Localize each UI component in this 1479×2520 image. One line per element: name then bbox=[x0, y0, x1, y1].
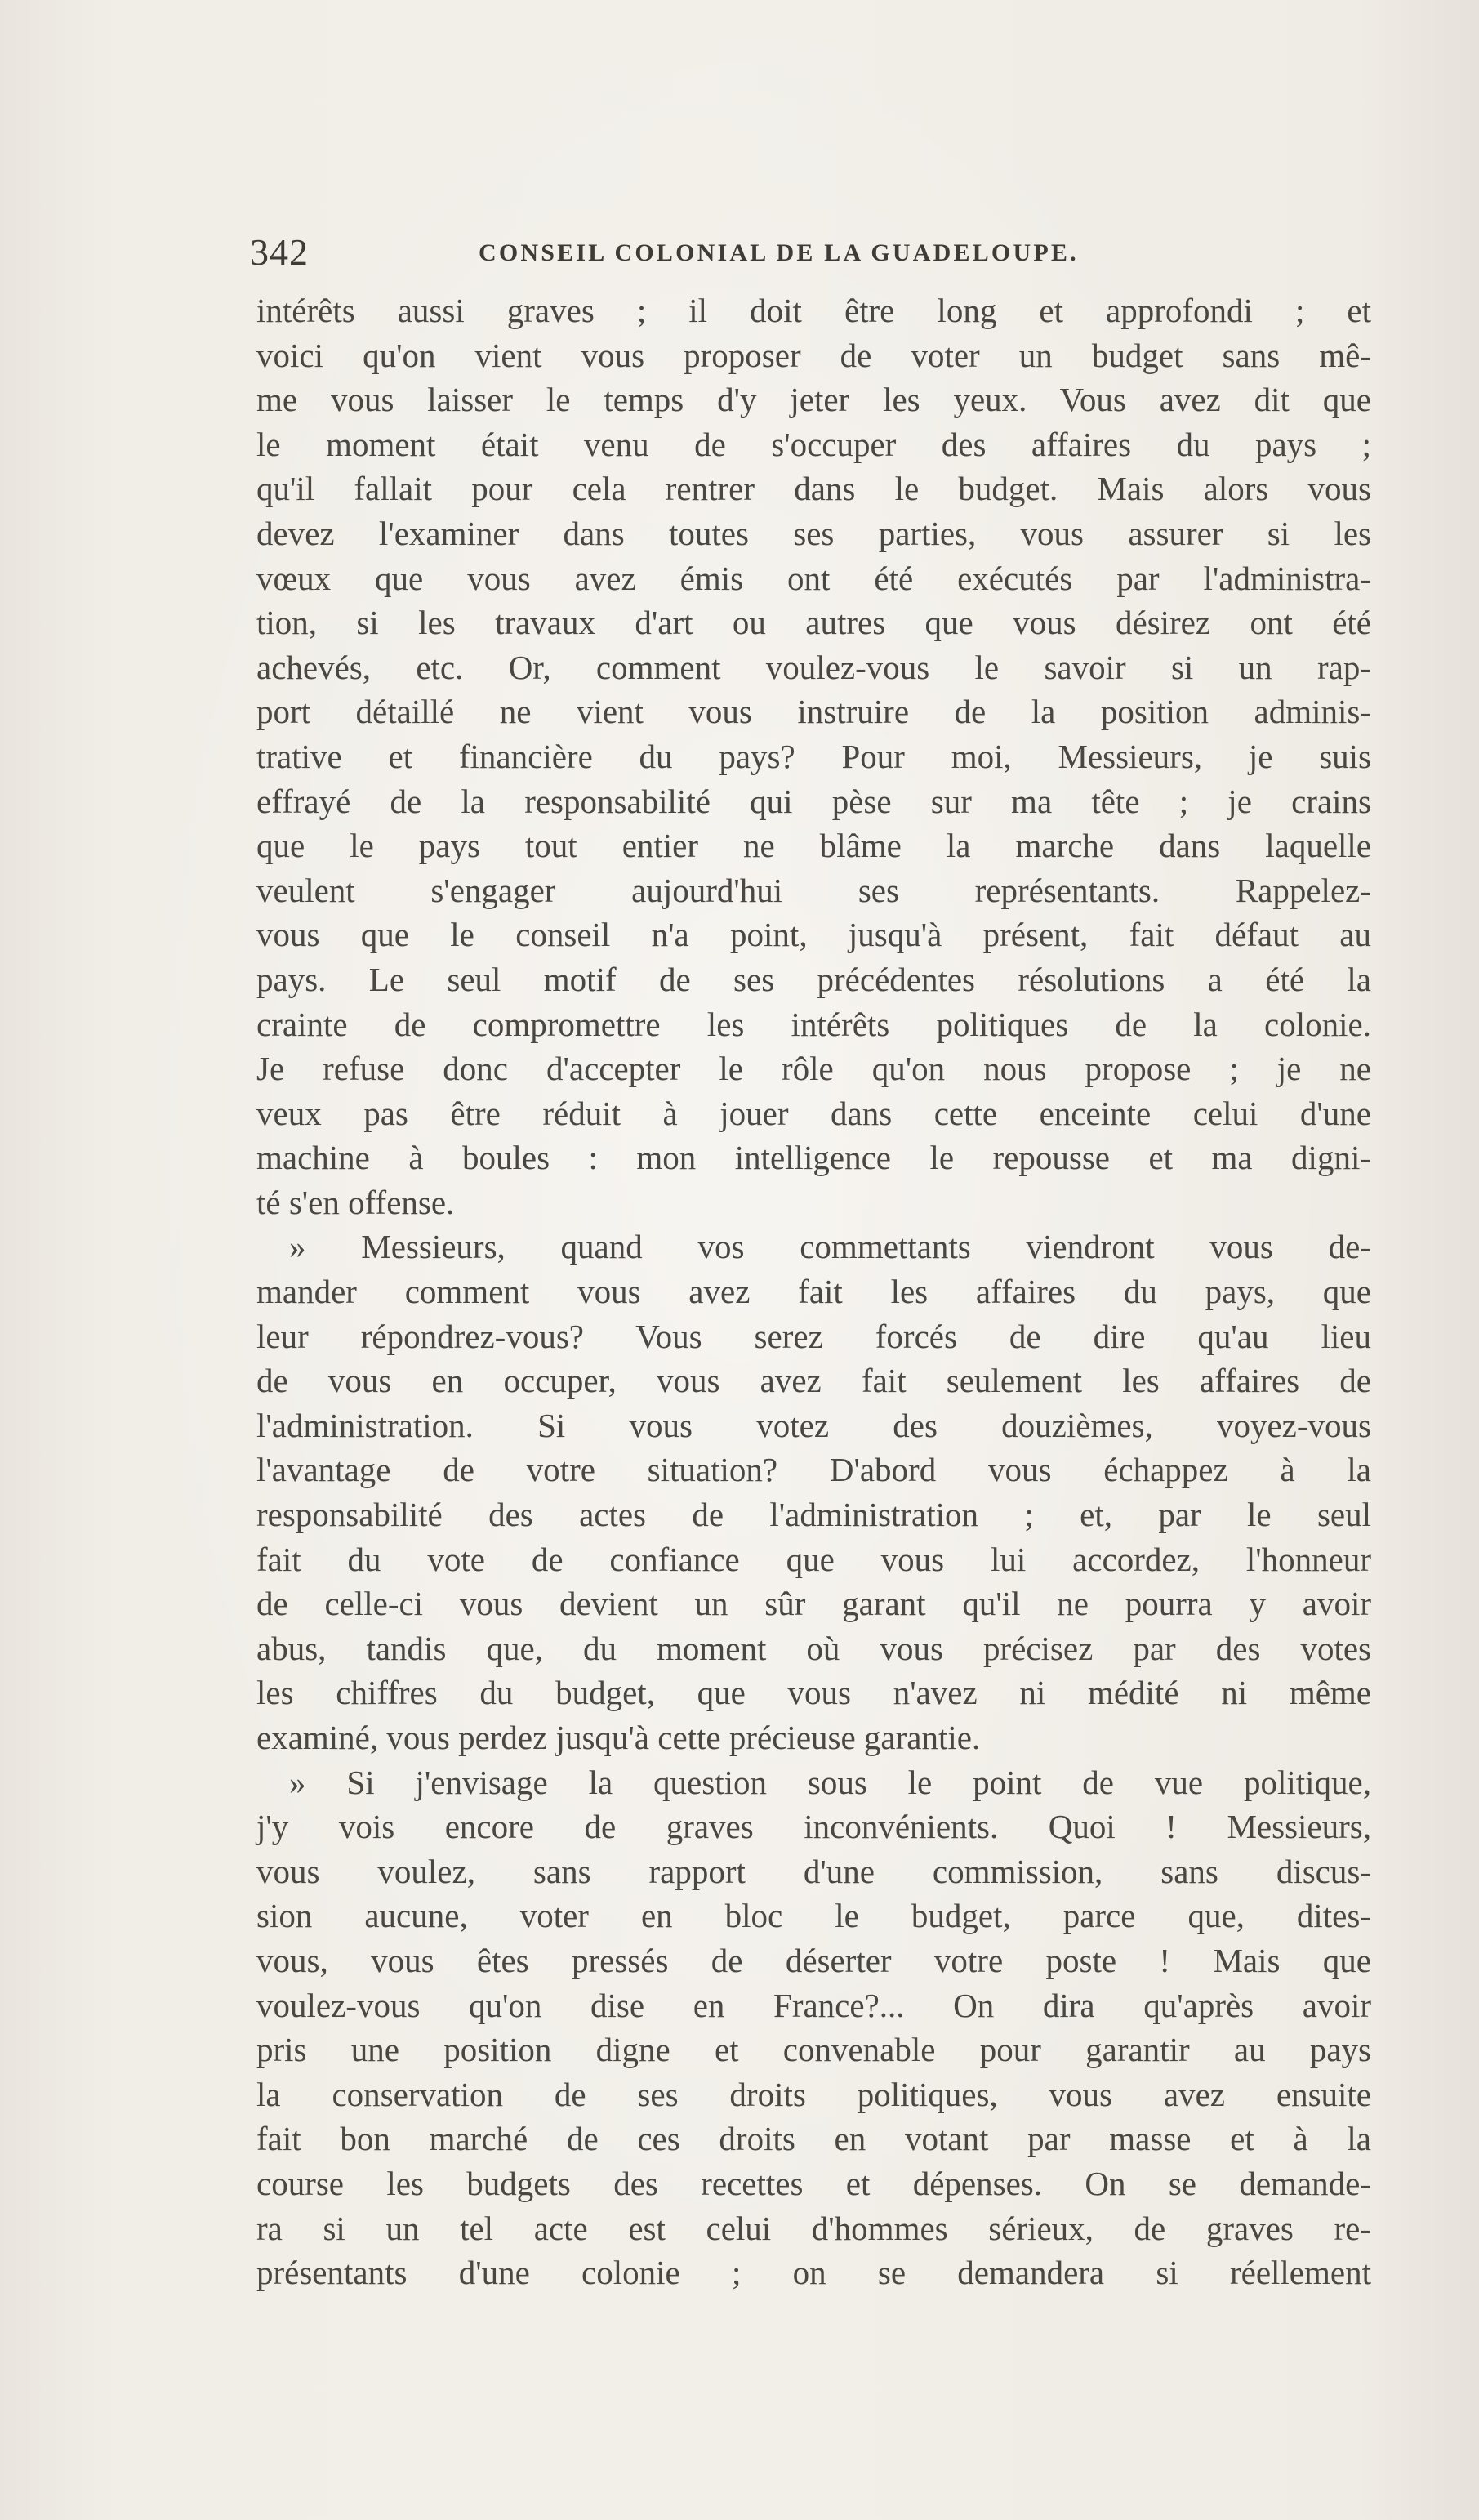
text-line: effrayé de la responsabilité qui pèse sur ma tête ; je crains bbox=[256, 782, 1371, 820]
text-line: pays. Le seul motif de ses précédentes résolutions a été la bbox=[256, 960, 1371, 998]
running-head: CONSEIL COLONIAL DE LA GUADELOUPE. bbox=[479, 239, 1079, 266]
text-line: fait du vote de confiance que vous lui accordez, l'honneur bbox=[256, 1540, 1371, 1578]
text-line: présentants d'une colonie ; on se demandera si réellement bbox=[256, 2254, 1371, 2292]
text-line: me vous laisser le temps d'y jeter les yeux. Vous avez dit que bbox=[256, 381, 1371, 419]
text-line: de celle-ci vous devient un sûr garant qu'il ne pourra y avoir bbox=[256, 1585, 1371, 1623]
text-line: Je refuse donc d'accepter le rôle qu'on nous propose ; je ne bbox=[256, 1050, 1371, 1088]
text-line: sion aucune, voter en bloc le budget, parce que, dites- bbox=[256, 1897, 1371, 1935]
page-header bbox=[250, 230, 1152, 279]
paragraph-start-line: » Si j'envisage la question sous le point de vue politique, bbox=[289, 1763, 1371, 1801]
text-line: pris une position digne et convenable pour garantir au pays bbox=[256, 2031, 1371, 2069]
text-line: machine à boules : mon intelligence le repousse et ma digni- bbox=[256, 1139, 1371, 1177]
text-line: voici qu'on vient vous proposer de voter un budget sans mê- bbox=[256, 336, 1371, 374]
paragraph-start-line: » Messieurs, quand vos commettants viendront vous de- bbox=[289, 1228, 1371, 1266]
text-line: devez l'examiner dans toutes ses parties, vous assurer si les bbox=[256, 514, 1371, 552]
text-line: tion, si les travaux d'art ou autres que vous désirez ont été bbox=[256, 604, 1371, 642]
text-line: intérêts aussi graves ; il doit être long et approfondi ; et bbox=[256, 292, 1371, 329]
text-line: l'avantage de votre situation? D'abord vous échappez à la bbox=[256, 1451, 1371, 1489]
text-line: crainte de compromettre les intérêts politiques de la colonie. bbox=[256, 1005, 1371, 1043]
text-line: examiné, vous perdez jusqu'à cette précieuse garantie. bbox=[256, 1719, 981, 1756]
text-line: vœux que vous avez émis ont été exécutés par l'administra- bbox=[256, 559, 1371, 597]
text-line: fait bon marché de ces droits en votant par masse et à la bbox=[256, 2120, 1371, 2158]
page-number: 342 bbox=[250, 231, 309, 273]
text-line: vous voulez, sans rapport d'une commission, sans discus- bbox=[256, 1852, 1371, 1890]
text-line: vous que le conseil n'a point, jusqu'à présent, fait défaut au bbox=[256, 916, 1371, 954]
text-line: que le pays tout entier ne blâme la marche dans laquelle bbox=[256, 827, 1371, 865]
text-line: les chiffres du budget, que vous n'avez ni médité ni même bbox=[256, 1674, 1371, 1712]
text-line: mander comment vous avez fait les affaires du pays, que bbox=[256, 1273, 1371, 1311]
text-line: port détaillé ne vient vous instruire de la position adminis- bbox=[256, 693, 1371, 731]
text-line: veux pas être réduit à jouer dans cette enceinte celui d'une bbox=[256, 1094, 1371, 1132]
text-line: veulent s'engager aujourd'hui ses représentants. Rappelez- bbox=[256, 871, 1371, 909]
text-line: voulez-vous qu'on dise en France?... On dira qu'après avoir bbox=[256, 1986, 1371, 2024]
text-line: trative et financière du pays? Pour moi, Messieurs, je suis bbox=[256, 737, 1371, 775]
text-line: abus, tandis que, du moment où vous précisez par des votes bbox=[256, 1629, 1371, 1667]
text-line: qu'il fallait pour cela rentrer dans le budget. Mais alors vous bbox=[256, 470, 1371, 508]
text-line: responsabilité des actes de l'administration ; et, par le seul bbox=[256, 1496, 1371, 1534]
body-text bbox=[256, 288, 1371, 2295]
text-line: de vous en occuper, vous avez fait seulement les affaires de bbox=[256, 1362, 1371, 1400]
text-line: j'y vois encore de graves inconvénients. Quoi ! Messieurs, bbox=[256, 1808, 1371, 1846]
text-line: ra si un tel acte est celui d'hommes sérieux, de graves re- bbox=[256, 2209, 1371, 2247]
text-line: leur répondrez-vous? Vous serez forcés de dire qu'au lieu bbox=[256, 1317, 1371, 1355]
text-line: la conservation de ses droits politiques, vous avez ensuite bbox=[256, 2075, 1371, 2113]
text-line: achevés, etc. Or, comment voulez-vous le savoir si un rap- bbox=[256, 648, 1371, 686]
text-line: l'administration. Si vous votez des douzièmes, voyez-vous bbox=[256, 1406, 1371, 1444]
text-line: le moment était venu de s'occuper des affaires du pays ; bbox=[256, 425, 1371, 463]
text-line: course les budgets des recettes et dépenses. On se demande- bbox=[256, 2164, 1371, 2202]
text-line: té s'en offense. bbox=[256, 1183, 455, 1221]
text-line: vous, vous êtes pressés de déserter votre poste ! Mais que bbox=[256, 1941, 1371, 1979]
